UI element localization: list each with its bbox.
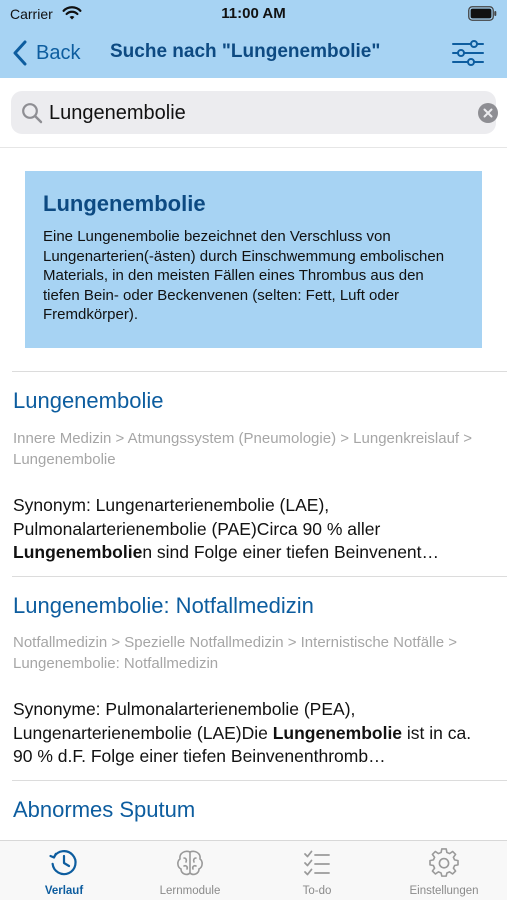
snippet-text: Synonym: Lungenarterienembolie (LAE), Pulmonalarterienembolie (PAE)Circa 90 % aller <box>13 495 381 539</box>
chevron-left-icon <box>12 40 28 66</box>
clear-icon[interactable] <box>478 103 498 123</box>
clock-time: 11:00 AM <box>221 5 286 22</box>
gear-icon <box>429 848 459 878</box>
tab-verlauf[interactable] <box>1 841 127 900</box>
tab-bar <box>0 840 507 900</box>
search-input[interactable] <box>49 97 459 129</box>
result-breadcrumb: Notfallmedizin > Spezielle Notfallmedizin > Internistische Notfälle > Lungenembolie: Notfallmedizin <box>13 634 457 672</box>
snippet-text: n sind Folge einer tiefen Beinvenent… <box>142 542 440 562</box>
snippet-highlight: Lungenembolie <box>13 542 143 562</box>
page-title: Suche nach "Lungenembolie" <box>110 41 381 62</box>
definition-title: Lungenembolie <box>43 191 206 216</box>
status-bar <box>0 0 507 30</box>
definition-text: Eine Lungenembolie bezeichnet den Verschluss von Lungenarterien(-ästen) durch Einschwemmung embolischen Materials, in den meisten Fällen eines Thrombus aus den tiefen Bein- oder Beckenvenen (selten: Fett, Luft oder Fremdkörper). <box>43 228 445 323</box>
checklist-icon <box>302 848 332 878</box>
tab-to-do[interactable] <box>254 841 380 900</box>
tab-label: Verlauf <box>44 885 84 897</box>
result-item[interactable] <box>0 781 507 840</box>
snippet-text: Synonyme: Pulmonalarterienembolie (PEA), Lungenarterienembolie (LAE)Die <box>13 699 356 743</box>
navigation-bar <box>0 30 507 78</box>
tab-label: To-do <box>302 885 332 897</box>
search-icon <box>21 102 43 124</box>
tab-label: Einstellungen <box>409 885 479 897</box>
result-title: Abnormes Sputum <box>13 797 196 822</box>
result-item[interactable] <box>0 372 507 576</box>
snippet-highlight: Lungenembolie <box>272 722 403 743</box>
definition-card <box>25 171 482 348</box>
snippet-text: ist in ca. 90 % d.F. Folge einer tiefen Beinvenenthromb… <box>13 722 472 766</box>
result-snippet <box>13 698 493 769</box>
result-snippet <box>13 494 493 565</box>
search-field-container[interactable] <box>11 91 496 134</box>
tab-lernmodule[interactable] <box>127 841 253 900</box>
sliders-icon[interactable] <box>450 37 486 69</box>
battery-icon <box>468 6 497 21</box>
result-item[interactable] <box>0 577 507 781</box>
clock-history-icon <box>49 848 79 878</box>
tab-einstellungen[interactable] <box>381 841 507 900</box>
result-breadcrumb: Innere Medizin > Atmungssystem (Pneumologie) > Lungenkreislauf > Lungenembolie <box>13 430 473 468</box>
carrier-label: Carrier <box>10 6 53 22</box>
tab-label: Lernmodule <box>159 885 221 897</box>
back-label: Back <box>36 41 81 64</box>
result-title: Lungenembolie <box>13 388 164 413</box>
brain-icon <box>175 848 205 878</box>
result-title: Lungenembolie: Notfallmedizin <box>13 593 314 618</box>
search-bar <box>0 78 507 148</box>
back-button[interactable] <box>12 38 80 68</box>
